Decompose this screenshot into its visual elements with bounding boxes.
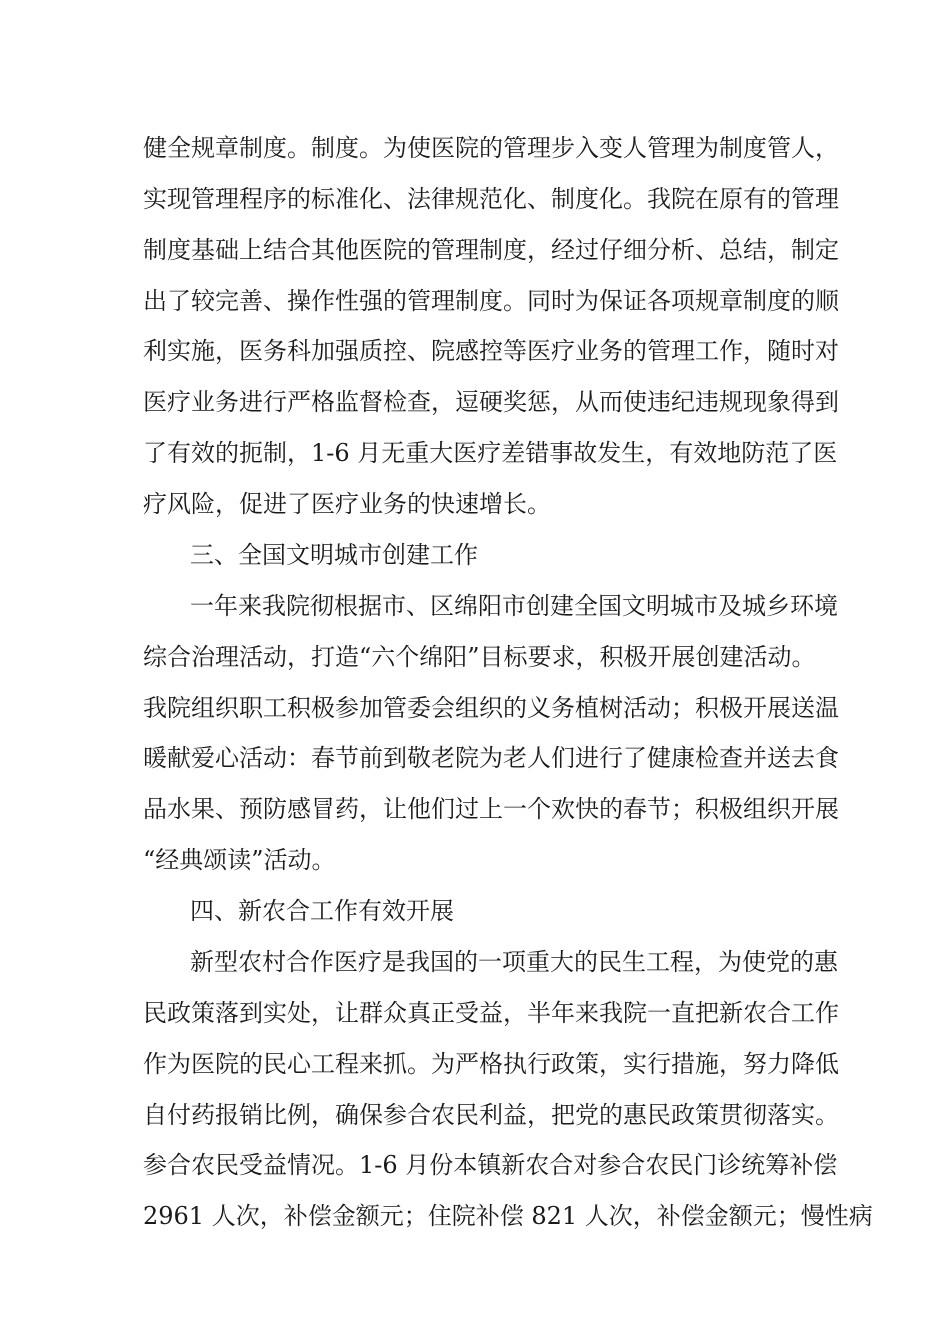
paragraph-line: 民政策落到实处，让群众真正受益，半年来我院一直把新农合工作 [143,999,839,1027]
paragraph-line: 综合治理活动，打造“六个绵阳”目标要求，积极开展创建活动。 [143,643,816,671]
paragraph-line: 我院组织职工积极参加管委会组织的义务植树活动；积极开展送温 [143,694,839,722]
paragraph-line: 利实施，医务科加强质控、院感控等医疗业务的管理工作，随时对 [143,337,839,365]
paragraph-line: 了有效的扼制，1-6 月无重大医疗差错事故发生，有效地防范了医 [143,439,838,467]
paragraph-line: 暖献爱心活动：春节前到敬老院为老人们进行了健康检查并送去食 [143,744,839,772]
paragraph-line: 作为医院的民心工程来抓。为严格执行政策，实行措施，努力降低 [143,1050,839,1078]
paragraph-line: 出了较完善、操作性强的管理制度。同时为保证各项规章制度的顺 [143,287,839,315]
paragraph-line: 医疗业务进行严格监督检查，逗硬奖惩，从而使违纪违规现象得到 [143,388,839,416]
paragraph-line: 新型农村合作医疗是我国的一项重大的民生工程，为使党的惠 [190,948,838,976]
paragraph-line: 自付药报销比例，确保参合农民利益，把党的惠民政策贯彻落实。 [143,1101,839,1129]
paragraph-line: 一年来我院彻根据市、区绵阳市创建全国文明城市及城乡环境 [190,592,838,620]
paragraph-line: 疗风险，促进了医疗业务的快速增长。 [143,490,551,518]
paragraph-line: 参合农民受益情况。1-6 月份本镇新农合对参合农民门诊统筹补偿 [143,1151,838,1179]
section-heading: 三、全国文明城市创建工作 [190,541,478,569]
paragraph-line: “经典颂读”活动。 [143,846,336,874]
paragraph-line: 制度基础上结合其他医院的管理制度，经过仔细分析、总结，制定 [143,236,839,264]
paragraph-line: 实现管理程序的标准化、法律规范化、制度化。我院在原有的管理 [143,185,839,213]
section-heading: 四、新农合工作有效开展 [190,897,454,925]
paragraph-line: 健全规章制度。制度。为使医院的管理步入变人管理为制度管人， [143,134,839,162]
paragraph-line: 品水果、预防感冒药，让他们过上一个欢快的春节；积极组织开展 [143,795,839,823]
paragraph-line: 2961 人次，补偿金额元；住院补偿 821 人次，补偿金额元；慢性病 [143,1202,873,1230]
